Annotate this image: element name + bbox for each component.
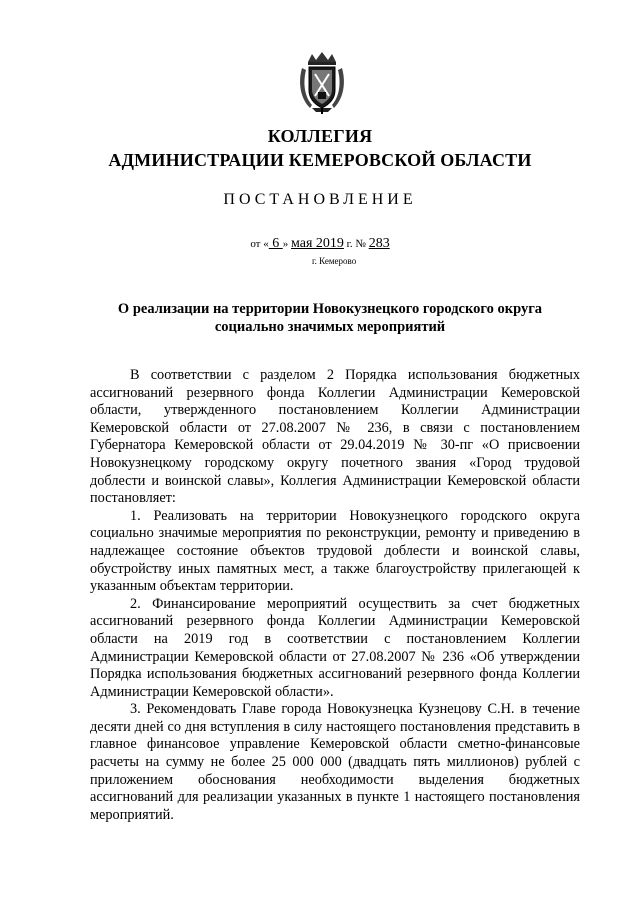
date-prefix: от « bbox=[250, 238, 269, 250]
date-suffix: г. № bbox=[343, 238, 369, 250]
date-line bbox=[0, 236, 640, 252]
body-paragraph-item1: 1. Реализовать на территории Новокузнецкого городского округа социально значимые мероприятия по реконструкции, ремонту и приведению в надлежащее состояние объектов трудовой доблести и воинской славы, обустройству иных памятных мест, а также благоустройству прилегающей к указанным объектам территории. bbox=[90, 507, 580, 595]
org-name-line1: КОЛЛЕГИЯ bbox=[267, 126, 373, 146]
body-paragraph-item2: 2. Финансирование мероприятий осуществить за счет бюджетных ассигнований резервного фонда Коллегии Администрации Кемеровской области на 2019 год в соответствии с постановлением Коллегии Администрации Кемеровской области от 27.08.2007 № 236 «Об утверждении Порядка использования бюджетных ассигнований резервного фонда Коллегии Администрации Кемеровской области». bbox=[90, 595, 580, 700]
body-paragraph-item3: 3. Рекомендовать Главе города Новокузнецка Кузнецову С.Н. в течение десяти дней со дня вступления в силу настоящего постановления представить в главное финансовое управление Кемеровской области сметно-финансовые расчеты на сумму не более 25 000 000 (двадцать пять миллионов) рублей с приложением обоснования необходимости выделения бюджетных ассигнований для реализации указанных в пункте 1 настоящего постановления мероприятий. bbox=[90, 701, 580, 823]
title-line1: О реализации на территории Новокузнецкого городского округа bbox=[117, 301, 543, 317]
document-title bbox=[95, 300, 565, 336]
body-paragraph-preamble: В соответствии с разделом 2 Порядка использования бюджетных ассигнований резервного фонда Коллегии Администрации Кемеровской области, утвержденного постановлением Коллегии Администрации Кемеровской области от 27.08.2007 № 236, в связи с постановлением Губернатора Кемеровской области от 29.04.2019 № 30-пг «О присвоении Новокузнецкому городскому округу почетного звания «Город трудовой доблести и воинской славы», Коллегия Администрации Кемеровской области постановляет: bbox=[90, 367, 580, 507]
date-mid: » bbox=[282, 238, 291, 250]
date-month-year: мая 2019 bbox=[290, 236, 344, 251]
city-name: г. Кемерово bbox=[312, 256, 357, 266]
document-body bbox=[90, 367, 580, 824]
document-type: ПОСТАНОВЛЕНИЕ bbox=[223, 191, 417, 208]
date-day: 6 bbox=[268, 236, 283, 251]
coat-of-arms-icon bbox=[298, 52, 346, 114]
org-name-line2: АДМИНИСТРАЦИИ КЕМЕРОВСКОЙ ОБЛАСТИ bbox=[108, 150, 532, 170]
title-line2: социально значимых мероприятий bbox=[214, 319, 446, 335]
document-number: 283 bbox=[368, 236, 390, 251]
